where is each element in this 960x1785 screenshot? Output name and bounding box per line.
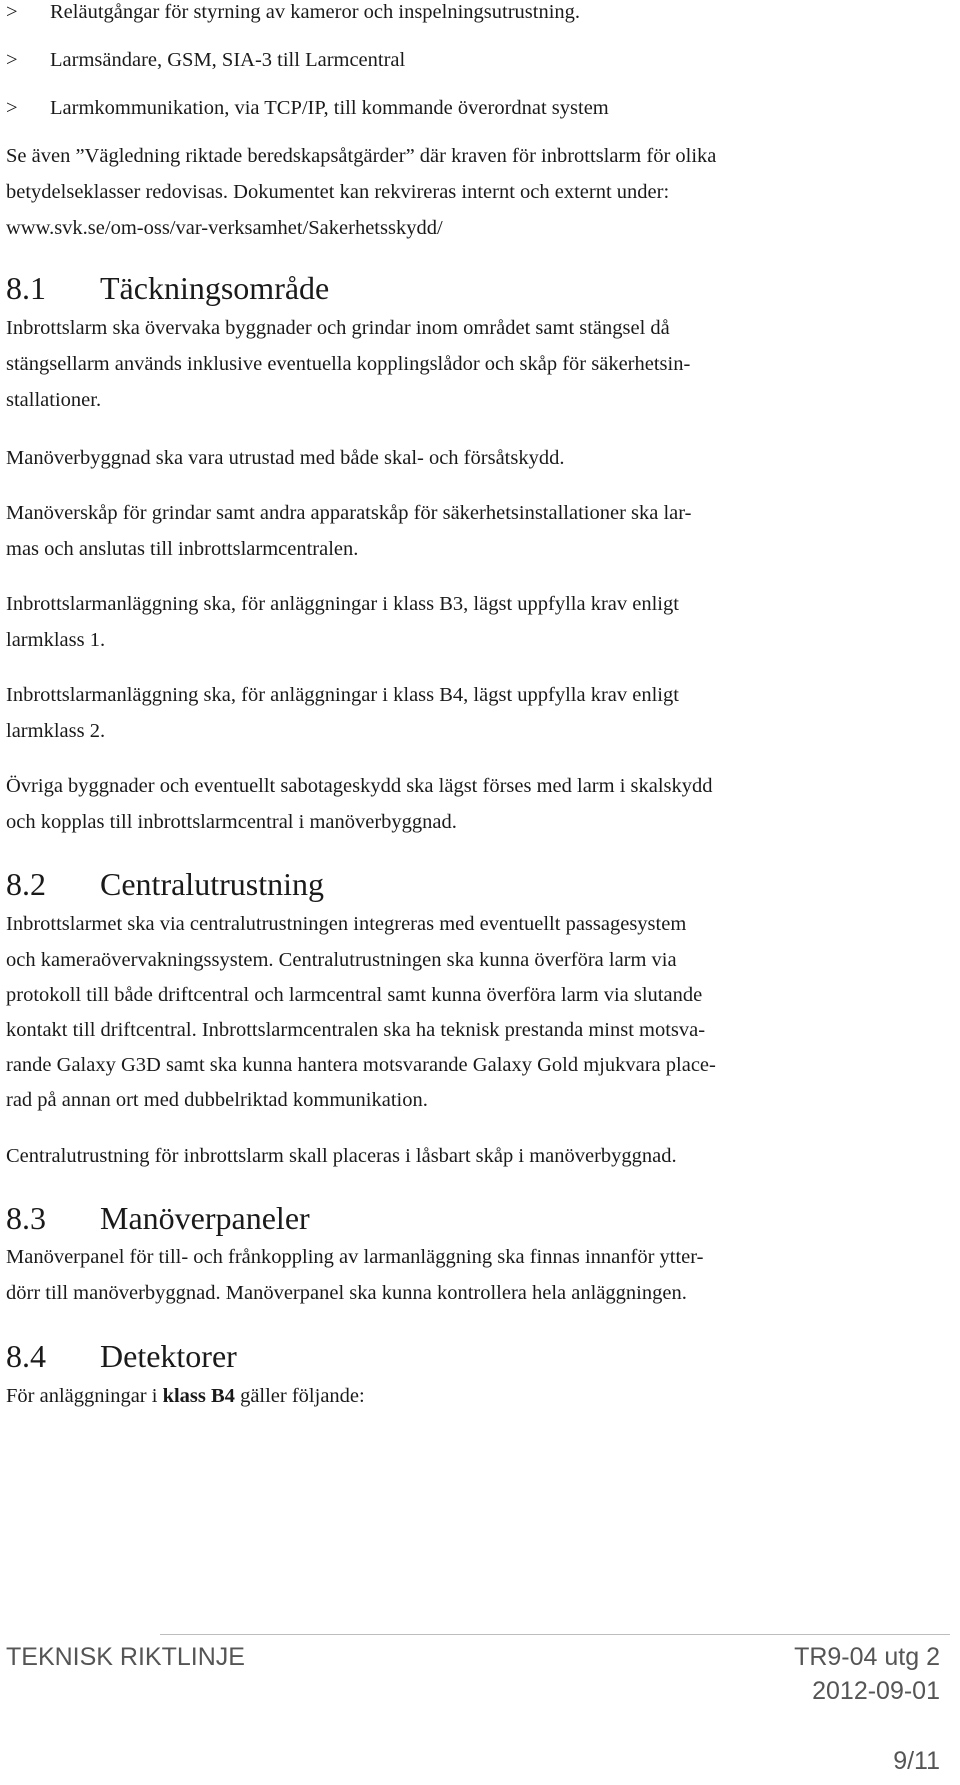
paragraph-line: och kameraövervakningssystem. Centralutrustningen ska kunna överföra larm via <box>6 949 677 971</box>
paragraph-line: rande Galaxy G3D samt ska kunna hantera motsvarande Galaxy Gold mjukvara place- <box>6 1054 716 1076</box>
lead-bold-text: klass B4 <box>162 1385 235 1407</box>
paragraph-line: Inbrottslarmet ska via centralutrustningen integreras med eventuellt passagesystem <box>6 913 687 935</box>
intro-line: betydelseklasser redovisas. Dokumentet kan rekvireras internt och externt under: <box>6 181 670 203</box>
bullet-text: Larmsändare, GSM, SIA-3 till Larmcentral <box>50 49 406 71</box>
paragraph-line: stängsellarm används inklusive eventuella kopplingslådor och skåp för säkerhetsin- <box>6 353 691 375</box>
paragraph-line: Inbrottslarmanläggning ska, för anläggningar i klass B3, lägst uppfylla krav enligt <box>6 593 679 615</box>
intro-line: Se även ”Vägledning riktade beredskapsåtgärder” där kraven för inbrottslarm för olika <box>6 145 717 167</box>
paragraph-line: Manöverbyggnad ska vara utrustad med både skal- och försåtskydd. <box>6 447 565 469</box>
paragraph-line <box>6 1378 946 1415</box>
section-heading <box>6 1198 310 1238</box>
footer-divider <box>160 1634 950 1635</box>
paragraph-line: stallationer. <box>6 389 102 411</box>
section-number: 8.4 <box>6 1338 46 1374</box>
bullet-text: Larmkommunikation, via TCP/IP, till kommande överordnat system <box>50 97 609 119</box>
section-number: 8.1 <box>6 270 46 306</box>
bullet-item <box>6 0 946 31</box>
paragraph-line: protokoll till både driftcentral och larmcentral samt kunna överföra larm via slutande <box>6 984 703 1006</box>
paragraph-line: dörr till manöverbyggnad. Manöverpanel ska kunna kontrollera hela anläggningen. <box>6 1282 687 1304</box>
paragraph-line: Inbrottslarm ska övervaka byggnader och grindar inom området samt stängsel då <box>6 317 670 339</box>
paragraph-line: rad på annan ort med dubbelriktad kommunikation. <box>6 1089 428 1111</box>
section-title: Detektorer <box>100 1338 237 1374</box>
bullet-marker: > <box>6 1 18 23</box>
section-heading <box>6 1336 237 1376</box>
paragraph-line: Övriga byggnader och eventuellt sabotageskydd ska lägst förses med larm i skalskydd <box>6 775 713 797</box>
footer-doc-type: TEKNISK RIKTLINJE <box>6 1643 245 1671</box>
lead-text: gäller följande: <box>234 1385 365 1407</box>
paragraph-line: och kopplas till inbrottslarmcentral i manöverbyggnad. <box>6 811 457 833</box>
bullet-marker: > <box>6 49 18 71</box>
paragraph-line: larmklass 2. <box>6 720 106 742</box>
paragraph-line: Manöverpanel för till- och frånkoppling av larmanläggning ska finnas innanför ytter- <box>6 1246 704 1268</box>
bullet-item <box>6 42 946 79</box>
intro-link-text: www.svk.se/om-oss/var-verksamhet/Sakerhetsskydd/ <box>6 217 443 239</box>
page-number: 9/11 <box>893 1747 940 1775</box>
footer-date: 2012-09-01 <box>812 1677 940 1705</box>
section-title: Centralutrustning <box>100 866 324 902</box>
lead-text: För anläggningar i <box>6 1385 163 1407</box>
bullet-marker: > <box>6 97 18 119</box>
paragraph-line: mas och anslutas till inbrottslarmcentralen. <box>6 538 359 560</box>
section-number: 8.2 <box>6 866 46 902</box>
paragraph-line: Manöverskåp för grindar samt andra apparatskåp för säkerhetsinstallationer ska lar- <box>6 502 692 524</box>
section-heading <box>6 864 324 904</box>
paragraph-line: larmklass 1. <box>6 629 106 651</box>
paragraph-line: Inbrottslarmanläggning ska, för anläggningar i klass B4, lägst uppfylla krav enligt <box>6 684 679 706</box>
section-heading <box>6 268 329 308</box>
paragraph-line: Centralutrustning för inbrottslarm skall placeras i låsbart skåp i manöverbyggnad. <box>6 1145 677 1167</box>
bullet-item <box>6 90 946 127</box>
section-title: Täckningsområde <box>100 270 330 306</box>
footer-doc-id: TR9-04 utg 2 <box>794 1643 940 1671</box>
section-number: 8.3 <box>6 1200 46 1236</box>
bullet-text: Reläutgångar för styrning av kameror och inspelningsutrustning. <box>50 1 581 23</box>
section-title: Manöverpaneler <box>100 1200 310 1236</box>
paragraph-line: kontakt till driftcentral. Inbrottslarmcentralen ska ha teknisk prestanda minst motsva- <box>6 1019 706 1041</box>
